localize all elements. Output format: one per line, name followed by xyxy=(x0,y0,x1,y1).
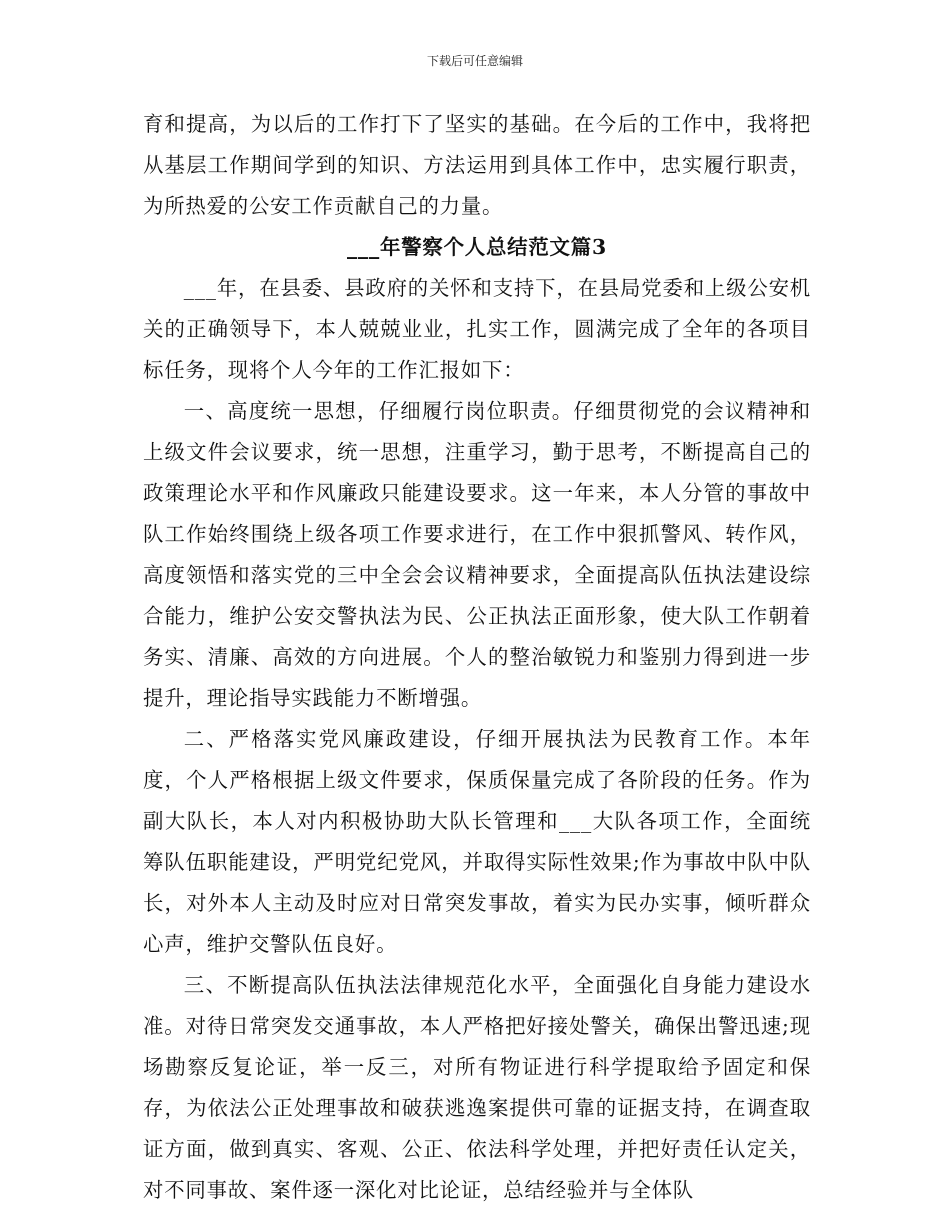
paragraph-point-one: 一、高度统一思想，仔细履行岗位职责。仔细贯彻党的会议精神和上级文件会议要求，统一思想，注重学习，勤于思考，不断提高自己的政策理论水平和作风廉政只能建设要求。这一年来，本人分管的事故中队工作始终围绕上级各项工作要求进行，在工作中狠抓警风、转作风，高度领悟和落实党的三中全会会议精神要求，全面提高队伍执法建设综合能力，维护公安交警执法为民、公正执法正面形象，使大队工作朝着务实、清廉、高效的方向进展。个人的整治敏锐力和鉴别力得到进一步提升，理论指导实践能力不断增强。 xyxy=(143,399,811,710)
header-note: 下载后可任意编辑 xyxy=(426,54,523,68)
paragraph-intro: ___年，在县委、县政府的关怀和支持下，在县局党委和上级公安机关的正确领导下，本人兢兢业业，扎实工作，圆满完成了全年的各项目标任务，现将个人今年的工作汇报如下： xyxy=(143,276,811,382)
paragraph-point-two: 二、严格落实党风廉政建设，仔细开展执法为民教育工作。本年度，个人严格根据上级文件要求，保质保量完成了各阶段的任务。作为副大队长，本人对内积极协助大队长管理和___大队各项工作，全面统筹队伍职能建设，严明党纪党风，并取得实际性效果;作为事故中队中队长，对外本人主动及时应对日常突发事故，着实为民办实事，倾听群众心声，维护交警队伍良好。 xyxy=(143,727,811,956)
section-title: ___年警察个人总结范文篇3 xyxy=(347,235,607,259)
continuation-paragraph: 育和提高，为以后的工作打下了坚实的基础。在今后的工作中，我将把从基层工作期间学到的知识、方法运用到具体工作中，忠实履行职责，为所热爱的公安工作贡献自己的力量。 xyxy=(143,112,811,218)
paragraph-point-three: 三、不断提高队伍执法法律规范化水平，全面强化自身能力建设水准。对待日常突发交通事故，本人严格把好接处警关，确保出警迅速;现场勘察反复论证，举一反三，对所有物证进行科学提取给予固定和保存，为依法公正处理事故和破获逃逸案提供可靠的证据支持，在调查取证方面，做到真实、客观、公正、依法科学处理，并把好责任认定关，对不同事故、案件逐一深化对比论证，总结经验并与全体队 xyxy=(143,973,811,1202)
document-body xyxy=(143,104,811,1211)
